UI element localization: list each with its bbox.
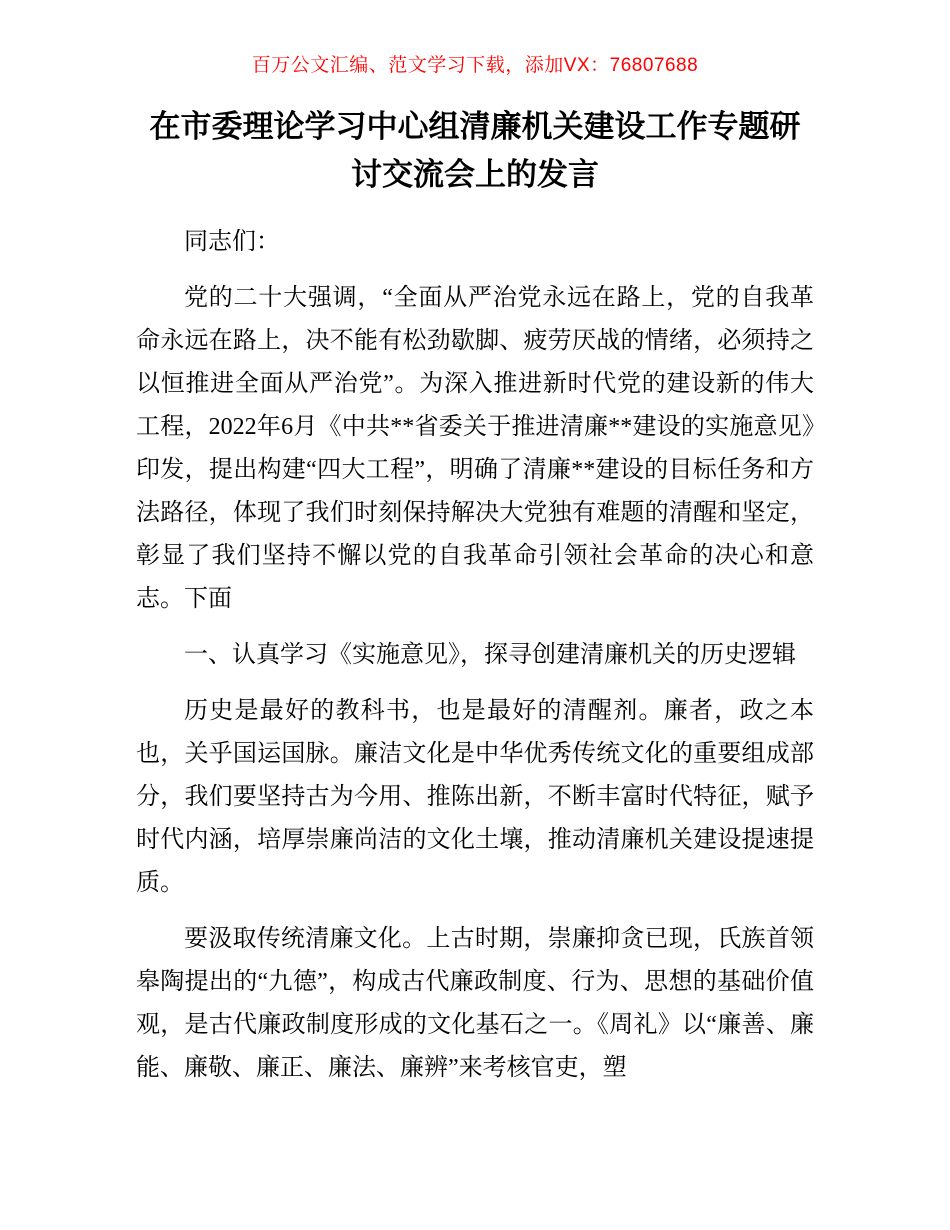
- document-title: 在市委理论学习中心组清廉机关建设工作专题研讨交流会上的发言: [149, 109, 801, 192]
- paragraph-tradition: 要汲取传统清廉文化。上古时期，崇廉抑贪已现，氏族首领皋陶提出的“九德”，构成古代廉政制度、行为、思想的基础价值观，是古代廉政制度形成的文化基石之一。《周礼》以“廉善、廉能、廉敬、廉正、廉法、廉辨”来考核官吏，塑: [136, 926, 814, 1081]
- document-body: [136, 103, 814, 1090]
- promo-banner: 百万公文汇编、范文学习下载，添加VX：76807688: [251, 55, 699, 76]
- paragraph-salutation: 同志们：: [184, 229, 280, 255]
- section-heading-1: 一、认真学习《实施意见》，探寻创建清廉机关的历史逻辑: [184, 642, 796, 668]
- paragraph-intro: 党的二十大强调，“全面从严治党永远在路上，党的自我革命永远在路上，决不能有松劲歇脚、疲劳厌战的情绪，必须持之以恒推进全面从严治党”。为深入推进新时代党的建设新的伟大工程，2022年6月《中共**省委关于推进清廉**建设的实施意见》印发，提出构建“四大工程”，明确了清廉**建设的目标任务和方法路径，体现了我们时刻保持解决大党独有难题的清醒和坚定，彰显了我们坚持不懈以党的自我革命引领社会革命的决心和意志。下面: [136, 285, 814, 612]
- paragraph-history: 历史是最好的教科书，也是最好的清醒剂。廉者，政之本也，关乎国运国脉。廉洁文化是中华优秀传统文化的重要组成部分，我们要坚持古为今用、推陈出新，不断丰富时代特征，赋予时代内涵，培厚崇廉尚洁的文化土壤，推动清廉机关建设提速提质。: [136, 698, 814, 896]
